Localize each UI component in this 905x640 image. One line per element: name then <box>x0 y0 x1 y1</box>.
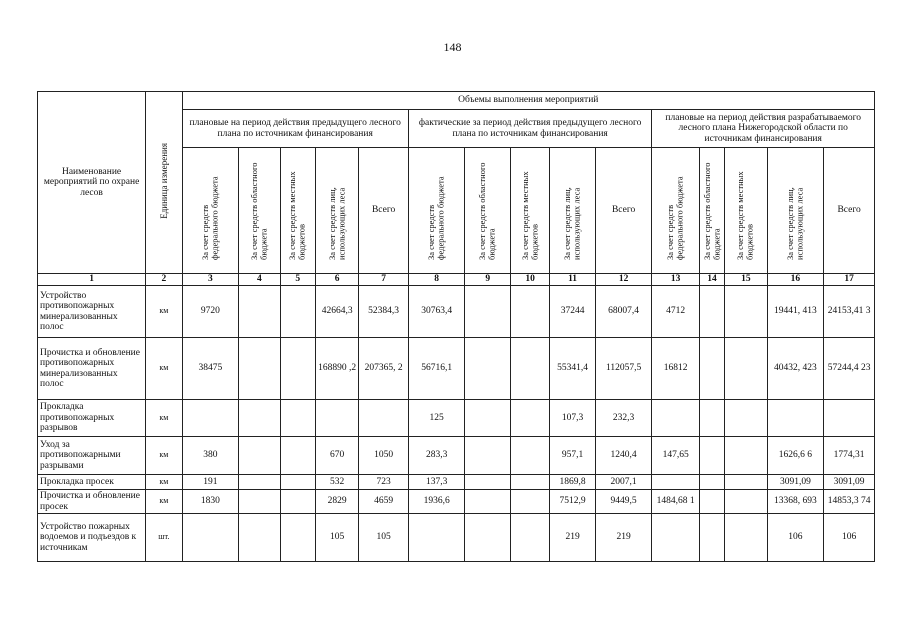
row-value: 219 <box>595 514 652 562</box>
row-value: 219 <box>550 514 595 562</box>
row-value: 380 <box>182 437 239 475</box>
row-value: 2007,1 <box>595 475 652 490</box>
row-unit: км <box>146 338 182 400</box>
column-number: 7 <box>359 274 409 286</box>
row-value <box>725 286 767 338</box>
header-name: Наименование мероприятий по охране лесов <box>38 92 146 274</box>
row-value: 107,3 <box>550 400 595 437</box>
row-measure-name: Прочистка и обновление противопожарных минерализованных полос <box>38 338 146 400</box>
row-value: 670 <box>315 437 358 475</box>
row-value <box>465 286 510 338</box>
row-value: 723 <box>359 475 409 490</box>
row-value <box>699 490 724 514</box>
row-value: 957,1 <box>550 437 595 475</box>
row-measure-name: Прочистка и обновление просек <box>38 490 146 514</box>
row-value <box>239 475 280 490</box>
row-value: 207365, 2 <box>359 338 409 400</box>
row-value: 106 <box>824 514 875 562</box>
row-value <box>465 490 510 514</box>
column-number: 2 <box>146 274 182 286</box>
table-row <box>38 490 875 514</box>
row-value: 40432, 423 <box>767 338 824 400</box>
row-value <box>280 475 315 490</box>
header-federal-3: За счет средств федерального бюджета <box>652 148 700 274</box>
header-local-1: За счет средств местных бюджетов <box>280 148 315 274</box>
row-unit: км <box>146 437 182 475</box>
column-number: 17 <box>824 274 875 286</box>
row-value: 42664,3 <box>315 286 358 338</box>
row-unit: км <box>146 475 182 490</box>
row-value <box>725 400 767 437</box>
row-value: 191 <box>182 475 239 490</box>
row-value: 106 <box>767 514 824 562</box>
row-value <box>465 437 510 475</box>
row-value <box>465 514 510 562</box>
row-value: 3091,09 <box>767 475 824 490</box>
row-value: 2829 <box>315 490 358 514</box>
row-value: 55341,4 <box>550 338 595 400</box>
column-number: 3 <box>182 274 239 286</box>
row-value: 147,65 <box>652 437 700 475</box>
row-value <box>280 400 315 437</box>
row-value <box>699 400 724 437</box>
row-value <box>725 490 767 514</box>
column-number: 5 <box>280 274 315 286</box>
row-value <box>510 400 549 437</box>
row-value: 137,3 <box>408 475 465 490</box>
row-measure-name: Устройство противопожарных минерализованных полос <box>38 286 146 338</box>
table-row <box>38 286 875 338</box>
row-unit: км <box>146 400 182 437</box>
column-number: 12 <box>595 274 652 286</box>
row-value <box>280 338 315 400</box>
row-value <box>725 514 767 562</box>
row-value <box>510 490 549 514</box>
column-number: 6 <box>315 274 358 286</box>
row-value <box>239 338 280 400</box>
column-number: 14 <box>699 274 724 286</box>
header-total-1: Всего <box>359 148 409 274</box>
row-measure-name: Прокладка просек <box>38 475 146 490</box>
row-value: 125 <box>408 400 465 437</box>
table-row <box>38 514 875 562</box>
row-value: 168890 ,2 <box>315 338 358 400</box>
row-value: 1050 <box>359 437 409 475</box>
header-regional-2: За счет средств областного бюджета <box>465 148 510 274</box>
row-value <box>767 400 824 437</box>
row-value <box>280 437 315 475</box>
row-value: 1936,6 <box>408 490 465 514</box>
row-measure-name: Устройство пожарных водоемов и подъездов к источникам <box>38 514 146 562</box>
row-measure-name: Уход за противопожарными разрывами <box>38 437 146 475</box>
row-unit: км <box>146 490 182 514</box>
column-number: 1 <box>38 274 146 286</box>
row-value <box>699 514 724 562</box>
header-group-previous-plan: плановые на период действия предыдущего лесного плана по источникам финансирования <box>182 110 408 148</box>
header-group-actual: фактические за период действия предыдущего лесного плана по источникам финансирования <box>408 110 652 148</box>
row-value: 30763,4 <box>408 286 465 338</box>
row-value: 37244 <box>550 286 595 338</box>
row-value <box>510 475 549 490</box>
row-value <box>239 514 280 562</box>
row-value <box>280 286 315 338</box>
row-value <box>465 475 510 490</box>
row-value: 283,3 <box>408 437 465 475</box>
row-value <box>652 514 700 562</box>
row-value: 9449,5 <box>595 490 652 514</box>
row-value <box>280 490 315 514</box>
row-value <box>182 400 239 437</box>
row-value: 1484,68 1 <box>652 490 700 514</box>
row-value: 1869,8 <box>550 475 595 490</box>
row-value <box>465 400 510 437</box>
row-value <box>510 514 549 562</box>
table-row <box>38 338 875 400</box>
header-volumes: Объемы выполнения мероприятий <box>182 92 874 110</box>
column-number: 16 <box>767 274 824 286</box>
row-value <box>510 338 549 400</box>
column-number: 8 <box>408 274 465 286</box>
row-unit: км <box>146 286 182 338</box>
row-value <box>725 437 767 475</box>
row-measure-name: Прокладка противопожарных разрывов <box>38 400 146 437</box>
row-value <box>824 400 875 437</box>
row-value: 105 <box>359 514 409 562</box>
row-unit: шт. <box>146 514 182 562</box>
column-number: 4 <box>239 274 280 286</box>
header-persons-2: За счет средств лиц, использующих леса <box>550 148 595 274</box>
row-value: 532 <box>315 475 358 490</box>
row-value <box>699 437 724 475</box>
header-local-2: За счет средств местных бюджетов <box>510 148 549 274</box>
column-number: 11 <box>550 274 595 286</box>
row-value: 112057,5 <box>595 338 652 400</box>
header-federal-2: За счет средств федерального бюджета <box>408 148 465 274</box>
row-value: 16812 <box>652 338 700 400</box>
row-value: 4659 <box>359 490 409 514</box>
header-persons-1: За счет средств лиц, использующих леса <box>315 148 358 274</box>
header-total-3: Всего <box>824 148 875 274</box>
row-value <box>699 475 724 490</box>
column-number: 13 <box>652 274 700 286</box>
row-value <box>510 437 549 475</box>
header-federal-1: За счет средств федерального бюджета <box>182 148 239 274</box>
row-value <box>725 338 767 400</box>
row-value <box>239 286 280 338</box>
row-value <box>408 514 465 562</box>
header-local-3: За счет средств местных бюджетов <box>725 148 767 274</box>
row-value: 57244,4 23 <box>824 338 875 400</box>
row-value: 4712 <box>652 286 700 338</box>
row-value <box>182 514 239 562</box>
column-number: 9 <box>465 274 510 286</box>
row-value <box>510 286 549 338</box>
header-total-2: Всего <box>595 148 652 274</box>
column-number-row <box>38 274 875 286</box>
column-number: 10 <box>510 274 549 286</box>
row-value: 38475 <box>182 338 239 400</box>
row-value: 9720 <box>182 286 239 338</box>
header-unit: Единица измерения <box>146 92 182 274</box>
row-value: 14853,3 74 <box>824 490 875 514</box>
row-value: 3091,09 <box>824 475 875 490</box>
row-value <box>652 475 700 490</box>
page-number: 148 <box>443 40 462 54</box>
row-value: 13368, 693 <box>767 490 824 514</box>
column-number: 15 <box>725 274 767 286</box>
row-value: 19441, 413 <box>767 286 824 338</box>
row-value <box>239 490 280 514</box>
header-regional-1: За счет средств областного бюджета <box>239 148 280 274</box>
row-value <box>315 400 358 437</box>
row-value: 24153,41 3 <box>824 286 875 338</box>
row-value <box>465 338 510 400</box>
row-value <box>359 400 409 437</box>
row-value <box>239 437 280 475</box>
row-value: 1626,6 6 <box>767 437 824 475</box>
row-value <box>699 338 724 400</box>
fire-protection-table <box>37 91 875 562</box>
row-value <box>652 400 700 437</box>
row-value: 7512,9 <box>550 490 595 514</box>
header-group-new-plan: плановые на период действия разрабатываемого лесного плана Нижегородской области по источникам финансирования <box>652 110 875 148</box>
row-value: 105 <box>315 514 358 562</box>
table-row <box>38 437 875 475</box>
header-persons-3: За счет средств лиц, использующих леса <box>767 148 824 274</box>
row-value: 56716,1 <box>408 338 465 400</box>
row-value <box>725 475 767 490</box>
row-value: 1240,4 <box>595 437 652 475</box>
row-value: 232,3 <box>595 400 652 437</box>
header-regional-3: За счет средств областного бюджета <box>699 148 724 274</box>
row-value <box>280 514 315 562</box>
row-value: 68007,4 <box>595 286 652 338</box>
row-value <box>699 286 724 338</box>
table-row <box>38 400 875 437</box>
row-value <box>239 400 280 437</box>
row-value: 1774,31 <box>824 437 875 475</box>
table-row <box>38 475 875 490</box>
row-value: 1830 <box>182 490 239 514</box>
row-value: 52384,3 <box>359 286 409 338</box>
